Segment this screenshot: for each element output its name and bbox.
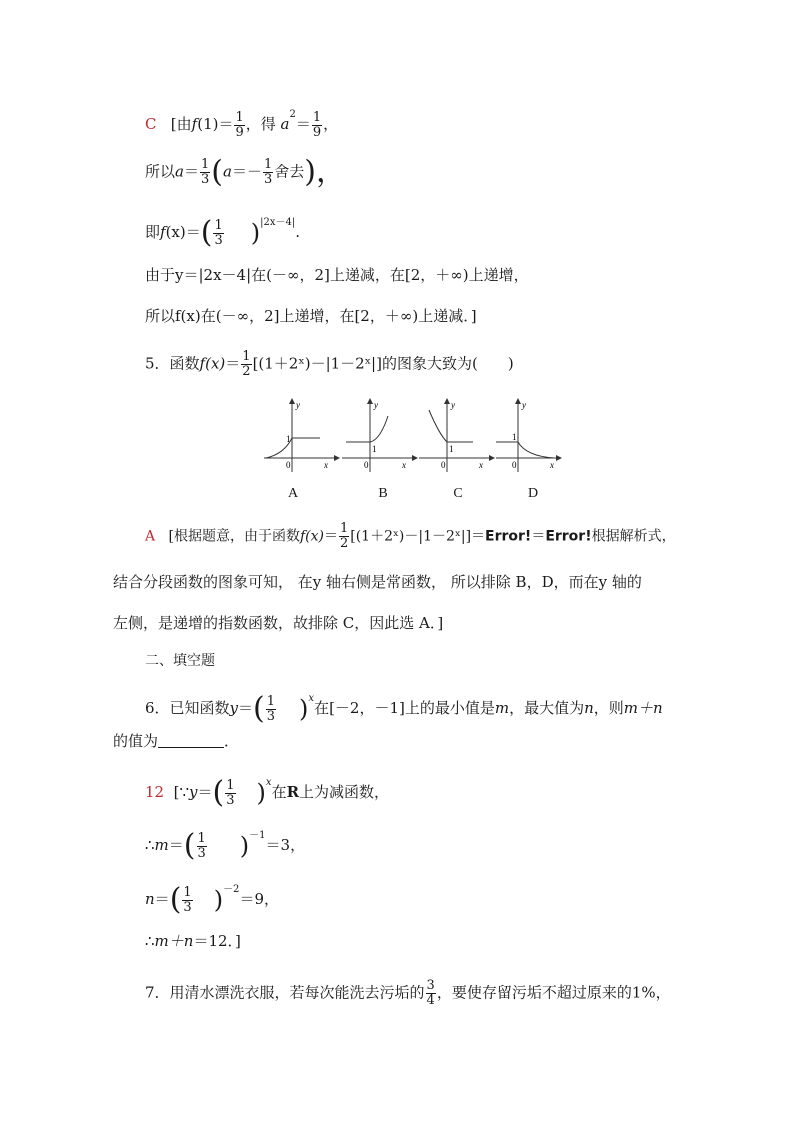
text: ＝: [238, 699, 254, 717]
text: ，要使存留污垢不超过原来的1%，: [436, 983, 671, 1002]
text: ，最大值为: [509, 699, 585, 717]
zero-label: 0: [364, 460, 369, 470]
text: [(1＋2ˣ)－|1－2ˣ|]的图象大致为( ): [252, 354, 514, 373]
paren: (: [211, 154, 223, 190]
superscript: x: [308, 693, 315, 704]
fraction: $\frac{1}{3}$: [226, 777, 235, 808]
fraction: $\frac{1}{3}$: [200, 157, 210, 187]
text: n: [145, 890, 155, 908]
zero-label: 0: [512, 460, 517, 470]
text: 5．函数: [145, 354, 200, 373]
answer-6-line-2: [145, 825, 305, 861]
text: ＝: [225, 354, 241, 373]
answer-letter: A: [145, 528, 156, 545]
text: ＝: [154, 890, 170, 908]
graph-b-svg: [340, 396, 418, 474]
superscript: －2: [223, 884, 240, 895]
text: a: [175, 162, 184, 181]
text: [根据题意，由于函数: [168, 528, 300, 545]
paren: ): [213, 886, 224, 914]
superscript: 2: [289, 109, 296, 120]
axis-x-label: x: [402, 460, 406, 470]
superscript: －1: [249, 830, 266, 841]
fraction: $\frac{1}{9}$: [235, 109, 244, 140]
text: [由: [170, 115, 192, 133]
text: 即: [145, 223, 161, 241]
graph-d-svg: [494, 396, 564, 474]
text: ＝: [197, 783, 213, 801]
error-text: Error!: [485, 528, 532, 545]
text: f(x): [199, 354, 226, 373]
text: ＝12．]: [193, 932, 241, 950]
text: 在[－2，－1]上的最小值是: [314, 699, 495, 717]
superscript: |2x－4|: [260, 217, 296, 228]
text: 在: [271, 783, 287, 801]
text: n: [584, 699, 594, 717]
paren: ): [299, 695, 309, 723]
option-label-c: C: [453, 486, 463, 501]
axis-y-label: y: [451, 400, 455, 410]
paren: )，: [304, 154, 346, 190]
text: y: [229, 699, 239, 717]
text: ＝: [295, 115, 311, 133]
answer-line-4-3: [145, 212, 300, 248]
answer-letter: C: [145, 115, 157, 133]
graph-d: [494, 396, 564, 474]
text: [(1＋2ˣ)－|1－2ˣ|]＝: [350, 528, 486, 545]
fraction: $\frac{1}{2}$: [339, 521, 349, 551]
question-6: [145, 688, 663, 724]
text: a: [280, 115, 290, 133]
text: a: [222, 162, 232, 181]
text: [∵: [173, 783, 190, 801]
fraction: $\frac{1}{3}$: [197, 830, 206, 861]
text: m: [154, 836, 169, 854]
section-heading: 二、填空题: [145, 653, 215, 669]
one-label: 1: [449, 444, 454, 454]
one-label: 1: [512, 432, 517, 442]
zero-label: 0: [441, 460, 446, 470]
text: ，得: [245, 115, 276, 133]
text: 上为减函数，: [299, 783, 390, 801]
paren: (: [183, 828, 196, 863]
text: f(x): [299, 528, 324, 545]
answer-6-line-3: [145, 879, 279, 915]
text: R: [286, 783, 300, 801]
option-label-a: A: [287, 486, 299, 501]
answer-line-4-2: [145, 154, 346, 190]
text: ∴: [145, 836, 155, 854]
text: ∴: [145, 932, 155, 950]
text: ＝: [168, 836, 184, 854]
text: f: [191, 115, 198, 133]
text: ＝3，: [265, 836, 306, 854]
text: m＋n: [623, 699, 663, 717]
text: .: [295, 223, 301, 241]
answer-6-line-1: [145, 772, 389, 808]
one-label: 1: [372, 444, 377, 454]
axis-x-label: x: [550, 460, 554, 470]
text: ，: [323, 115, 339, 133]
text: 的值为: [113, 732, 159, 750]
question-6-line-2: 的值为 ．: [113, 732, 240, 750]
axis-y-label: y: [296, 400, 300, 410]
paren: (: [169, 882, 182, 917]
answer-6-line-4: [145, 930, 241, 952]
superscript: x: [265, 777, 272, 788]
text: m: [494, 699, 510, 717]
fraction: $\frac{1}{3}$: [266, 693, 276, 724]
paren: (: [200, 215, 213, 250]
text: 舍去: [274, 162, 305, 181]
graph-c: [417, 396, 495, 474]
text: f: [160, 223, 166, 241]
paren: ): [239, 832, 250, 860]
text: ＝－: [231, 162, 262, 181]
error-text: Error!: [545, 528, 592, 545]
fraction: $\frac{1}{2}$: [242, 349, 251, 379]
fraction: $\frac{1}{9}$: [312, 109, 322, 140]
text: y: [189, 783, 198, 801]
answer-line-4-5: 所以f(x)在(－∞，2]上递增，在[2，＋∞)上递减．]: [145, 307, 477, 325]
answer-5-line-3: 左侧，是递增的指数函数，故排除 C，因此选 A．]: [113, 614, 444, 632]
fraction: $\frac{1}{3}$: [214, 217, 223, 248]
option-label-b: B: [378, 486, 388, 501]
fraction: $\frac{3}{4}$: [426, 978, 435, 1008]
option-label-d: D: [527, 486, 539, 501]
axis-y-label: y: [374, 400, 378, 410]
fraction: $\frac{1}{3}$: [263, 157, 273, 187]
axis-x-label: x: [479, 460, 483, 470]
text: 根据解析式，: [591, 528, 676, 545]
text: m＋n: [154, 932, 194, 950]
graph-c-svg: [417, 396, 495, 474]
zero-label: 0: [286, 460, 291, 470]
answer-line-4-4: 由于y＝|2x－4|在(－∞，2]上递减，在[2，＋∞)上递增，: [145, 266, 529, 284]
paren: (: [212, 775, 225, 810]
answer-5-line-1: [145, 522, 676, 551]
answer-line-4-1: [145, 104, 338, 140]
one-label: 1: [286, 434, 291, 444]
answer-5-line-2: 结合分段函数的图象可知， 在y 轴右侧是常函数， 所以排除 B，D，而在y 轴的: [113, 573, 642, 591]
text: (1)＝: [197, 115, 234, 133]
graph-a: [262, 396, 340, 474]
question-7: [145, 979, 671, 1008]
answer-blank[interactable]: [158, 733, 224, 748]
text: (x)＝: [165, 223, 201, 241]
paren: ): [250, 219, 261, 247]
text: ＝: [531, 528, 546, 545]
paren: ): [256, 779, 266, 807]
paren: (: [253, 691, 265, 726]
fraction: $\frac{1}{3}$: [183, 884, 192, 915]
text: ，则: [593, 699, 624, 717]
graph-b: [340, 396, 418, 474]
text: 所以: [145, 162, 176, 181]
text: ＝: [323, 528, 338, 545]
axis-x-label: x: [324, 460, 328, 470]
question-5: [145, 350, 514, 379]
text: ＝: [183, 162, 199, 181]
axis-y-label: y: [522, 400, 526, 410]
text: 6．已知函数: [145, 699, 230, 717]
answer-value: 12: [145, 783, 165, 801]
graph-a-svg: [262, 396, 340, 474]
text: ＝9，: [239, 890, 279, 908]
text: 7．用清水漂洗衣服，若每次能洗去污垢的: [145, 983, 425, 1002]
